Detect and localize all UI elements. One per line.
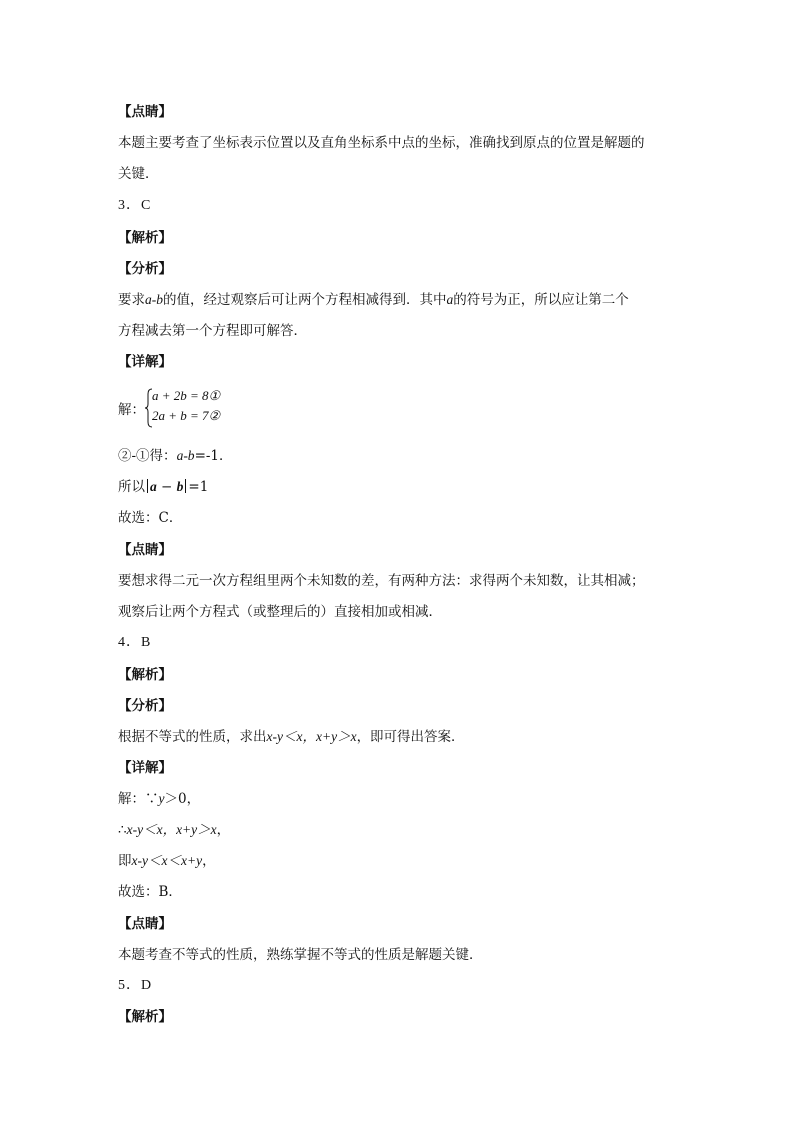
paragraph-text: [118, 851, 216, 871]
text-span: 要求: [118, 292, 145, 308]
section-heading-jiexi: 【解析】: [118, 230, 172, 246]
text-span: ②-①得：: [118, 448, 177, 464]
text-span: ＞0，: [164, 791, 201, 807]
paragraph-text: 本题考查不等式的性质，熟练掌握不等式的性质是解题关键．: [118, 947, 483, 963]
math-expression: x-y＜x＜x+y: [131, 853, 203, 868]
answer-number-5: 5．D: [118, 978, 153, 993]
solution-label: 解：: [118, 402, 145, 418]
paragraph-text: [118, 477, 208, 497]
paragraph-text: [118, 290, 629, 310]
section-heading-xiangjie: 【详解】: [118, 760, 172, 776]
text-span: ，: [202, 853, 216, 869]
paragraph-text: 关键．: [118, 166, 159, 182]
paragraph-text: 方程减去第一个方程即可解答．: [118, 323, 307, 339]
equation-1: a + 2b = 8①: [152, 388, 221, 403]
paragraph-text: [118, 727, 465, 747]
paragraph-text: [118, 446, 233, 466]
math-expression: a-b: [145, 292, 163, 307]
text-span: 的符号为正，所以应让第二个: [453, 292, 629, 308]
paragraph-text: 观察后让两个方程式（或整理后的）直接相加或相减．: [118, 604, 442, 620]
text-span: 的值，经过观察后可让两个方程相减得到．其中: [163, 292, 447, 308]
text-span: ∴: [118, 822, 127, 838]
math-variable: y: [158, 791, 165, 806]
text-span: 解：∵: [118, 791, 159, 807]
paragraph-text: 故选：C．: [118, 510, 183, 526]
paragraph-text: 本题主要考查了坐标表示位置以及直角坐标系中点的坐标，准确找到原点的位置是解题的: [118, 135, 645, 151]
section-heading-fenxi: 【分析】: [118, 261, 172, 277]
math-variable: b: [176, 479, 184, 494]
section-heading-jiexi: 【解析】: [118, 667, 172, 683]
abs-bar-right: [185, 479, 186, 493]
section-heading-dianjing: 【点睛】: [118, 916, 172, 932]
math-expression: x-y＜x，x+y＞x: [126, 822, 217, 837]
abs-bar-left: [147, 479, 148, 493]
text-span: 所以: [118, 479, 145, 495]
answer-number-3: 3．C: [118, 198, 152, 213]
math-expression: x-y＜x，x+y＞x: [266, 729, 357, 744]
text-span: =-1．: [194, 448, 233, 464]
section-heading-dianjing: 【点睛】: [118, 542, 172, 558]
paragraph-text: [118, 820, 230, 840]
paragraph-text: 要想求得二元一次方程组里两个未知数的差，有两种方法：求得两个未知数，让其相减；: [118, 573, 645, 589]
text-span: 根据不等式的性质，求出: [118, 729, 267, 745]
equation-2: 2a + b = 7②: [152, 408, 221, 423]
section-heading-xiangjie: 【详解】: [118, 354, 172, 370]
text-span: 即: [118, 853, 132, 869]
paragraph-text: 故选：B．: [118, 884, 182, 900]
math-expression: a-b: [176, 448, 195, 463]
math-variable: a: [150, 479, 157, 494]
text-span: =1: [188, 479, 209, 495]
minus-sign: −: [156, 479, 177, 495]
paragraph-text: [118, 789, 200, 809]
section-heading-fenxi: 【分析】: [118, 698, 172, 714]
math-variable: a: [446, 292, 454, 307]
section-heading-dianjing: 【点睛】: [118, 104, 172, 120]
text-span: ，: [216, 822, 231, 838]
section-heading-jiexi: 【解析】: [118, 1009, 172, 1025]
answer-number-4: 4．B: [118, 635, 152, 650]
text-span: ，即可得出答案．: [356, 729, 465, 745]
